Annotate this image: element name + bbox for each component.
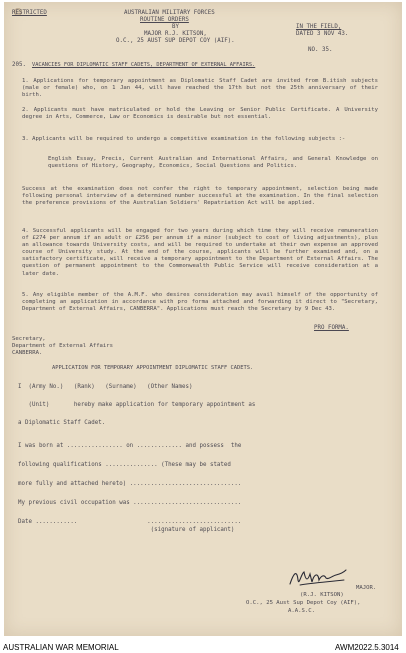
form-line-2: (Unit) hereby make application for temporary appointment as [18, 402, 256, 408]
pro-forma-label: PRO FORMA. [314, 325, 349, 331]
paragraph-3-subjects: English Essay, Precis, Current Australian and International Affairs, and General Knowledge on questions of History, Geography, Economics, Social Questions and Politics. [48, 156, 378, 170]
signatory-position: O.C., 25 Aust Sup Depot Coy (AIF), [246, 600, 361, 606]
header-order-no: NO. 35. [308, 47, 333, 53]
header-date: DATED 3 NOV 43. [296, 31, 349, 37]
form-line-4: I was born at ................ on ............. and possess the [18, 443, 242, 449]
paragraph-3: 3. Applicants will be required to undergo a competitive examination in the following subjects :- [22, 136, 346, 142]
signatory-unit: A.A.S.C. [288, 608, 315, 614]
paragraph-3-success: Success at the examination does not confer the right to temporary appointment, selection being made following personal interview of a determined number successful at the examination. In the final selection the preference provisions of the Australian Soldiers' Repatriation Act will be applied. [22, 186, 378, 207]
address-line-3: CANBERRA. [12, 350, 43, 356]
form-line-5: following qualifications ............... (These may be stated [18, 462, 231, 468]
form-line-1: I (Army No.) (Rank) (Surname) (Other Names) [18, 384, 193, 390]
paragraph-4: 4. Successful applicants will be engaged for two years during which time they will receive remuneration of £274 per annum if an adult or £256 per annum if a minor (subject to cost of living adjustments), plus an allowance towards University costs, and will be required to undertake at their own expense an approved course of University study. At the end of the course, applicants will be further examined and, on a satisfactory certificate, will receive a temporary appointment to the Department of External Affairs. The question of permanent appointment to the Commonwealth Public Service will receive consideration at a later date. [22, 228, 378, 277]
form-line-8: Date ............ ........................... [18, 519, 242, 525]
signatory-rank: MAJOR. [356, 585, 377, 591]
paragraph-2: 2. Applicants must have matriculated or hold the Leaving or Senior Public Certificate. A University degree in Arts, Commerce, Law or Economics is desirable but not essential. [22, 107, 378, 121]
orders-title-5: O.C., 25 AUST SUP DEPOT COY (AIF). [116, 38, 235, 44]
paragraph-1: 1. Applications for temporary appointment as Diplomatic Staff Cadet are invited from B.itish subjects (male or female) who, on 1 Jan 44, will have reached the 17th but not the 25th anniversary of their birth. [22, 78, 378, 99]
footer-institution: AUSTRALIAN WAR MEMORIAL [3, 643, 119, 652]
orders-title-2: ROUTINE ORDERS [140, 17, 189, 23]
form-line-3: a Diplomatic Staff Cadet. [18, 420, 106, 426]
signatory-name: (R.J. KITSON) [300, 592, 344, 598]
restricted-label: RESTRICTED [12, 10, 47, 16]
order-number: 205. [12, 62, 26, 68]
address-line-2: Department of External Affairs [12, 343, 114, 349]
orders-title-1: AUSTRALIAN MILITARY FORCES [124, 10, 215, 16]
footer-accession-number: AWM2022.5.3014 [335, 643, 399, 652]
orders-title-4: MAJOR R.J. KITSON, [144, 31, 207, 37]
form-line-7: My previous civil occupation was ............................... [18, 500, 242, 506]
order-heading: VACANCIES FOR DIPLOMATIC STAFF CADETS, DEPARTMENT OF EXTERNAL AFFAIRS. [32, 62, 256, 68]
form-title: APPLICATION FOR TEMPORARY APPOINTMENT DIPLOMATIC STAFF CADETS. [52, 365, 254, 371]
paragraph-5: 5. Any eligible member of the A.M.F. who desires consideration may avail himself of the opportunity of completing an application in accordance with pro forma attached and forwarding it direct to "Secretary, Department of External Affairs, CANBERRA". Applications must reach the Secretary by 9 Dec 43. [22, 292, 378, 313]
address-line-1: Secretary, [12, 336, 46, 342]
form-line-6: more fully and attached hereto) ................................ [18, 481, 242, 487]
header-location: IN THE FIELD, [296, 24, 342, 30]
handwritten-signature [288, 566, 348, 588]
orders-title-3: BY [172, 24, 179, 30]
form-line-9: (signature of applicant) [18, 527, 235, 533]
